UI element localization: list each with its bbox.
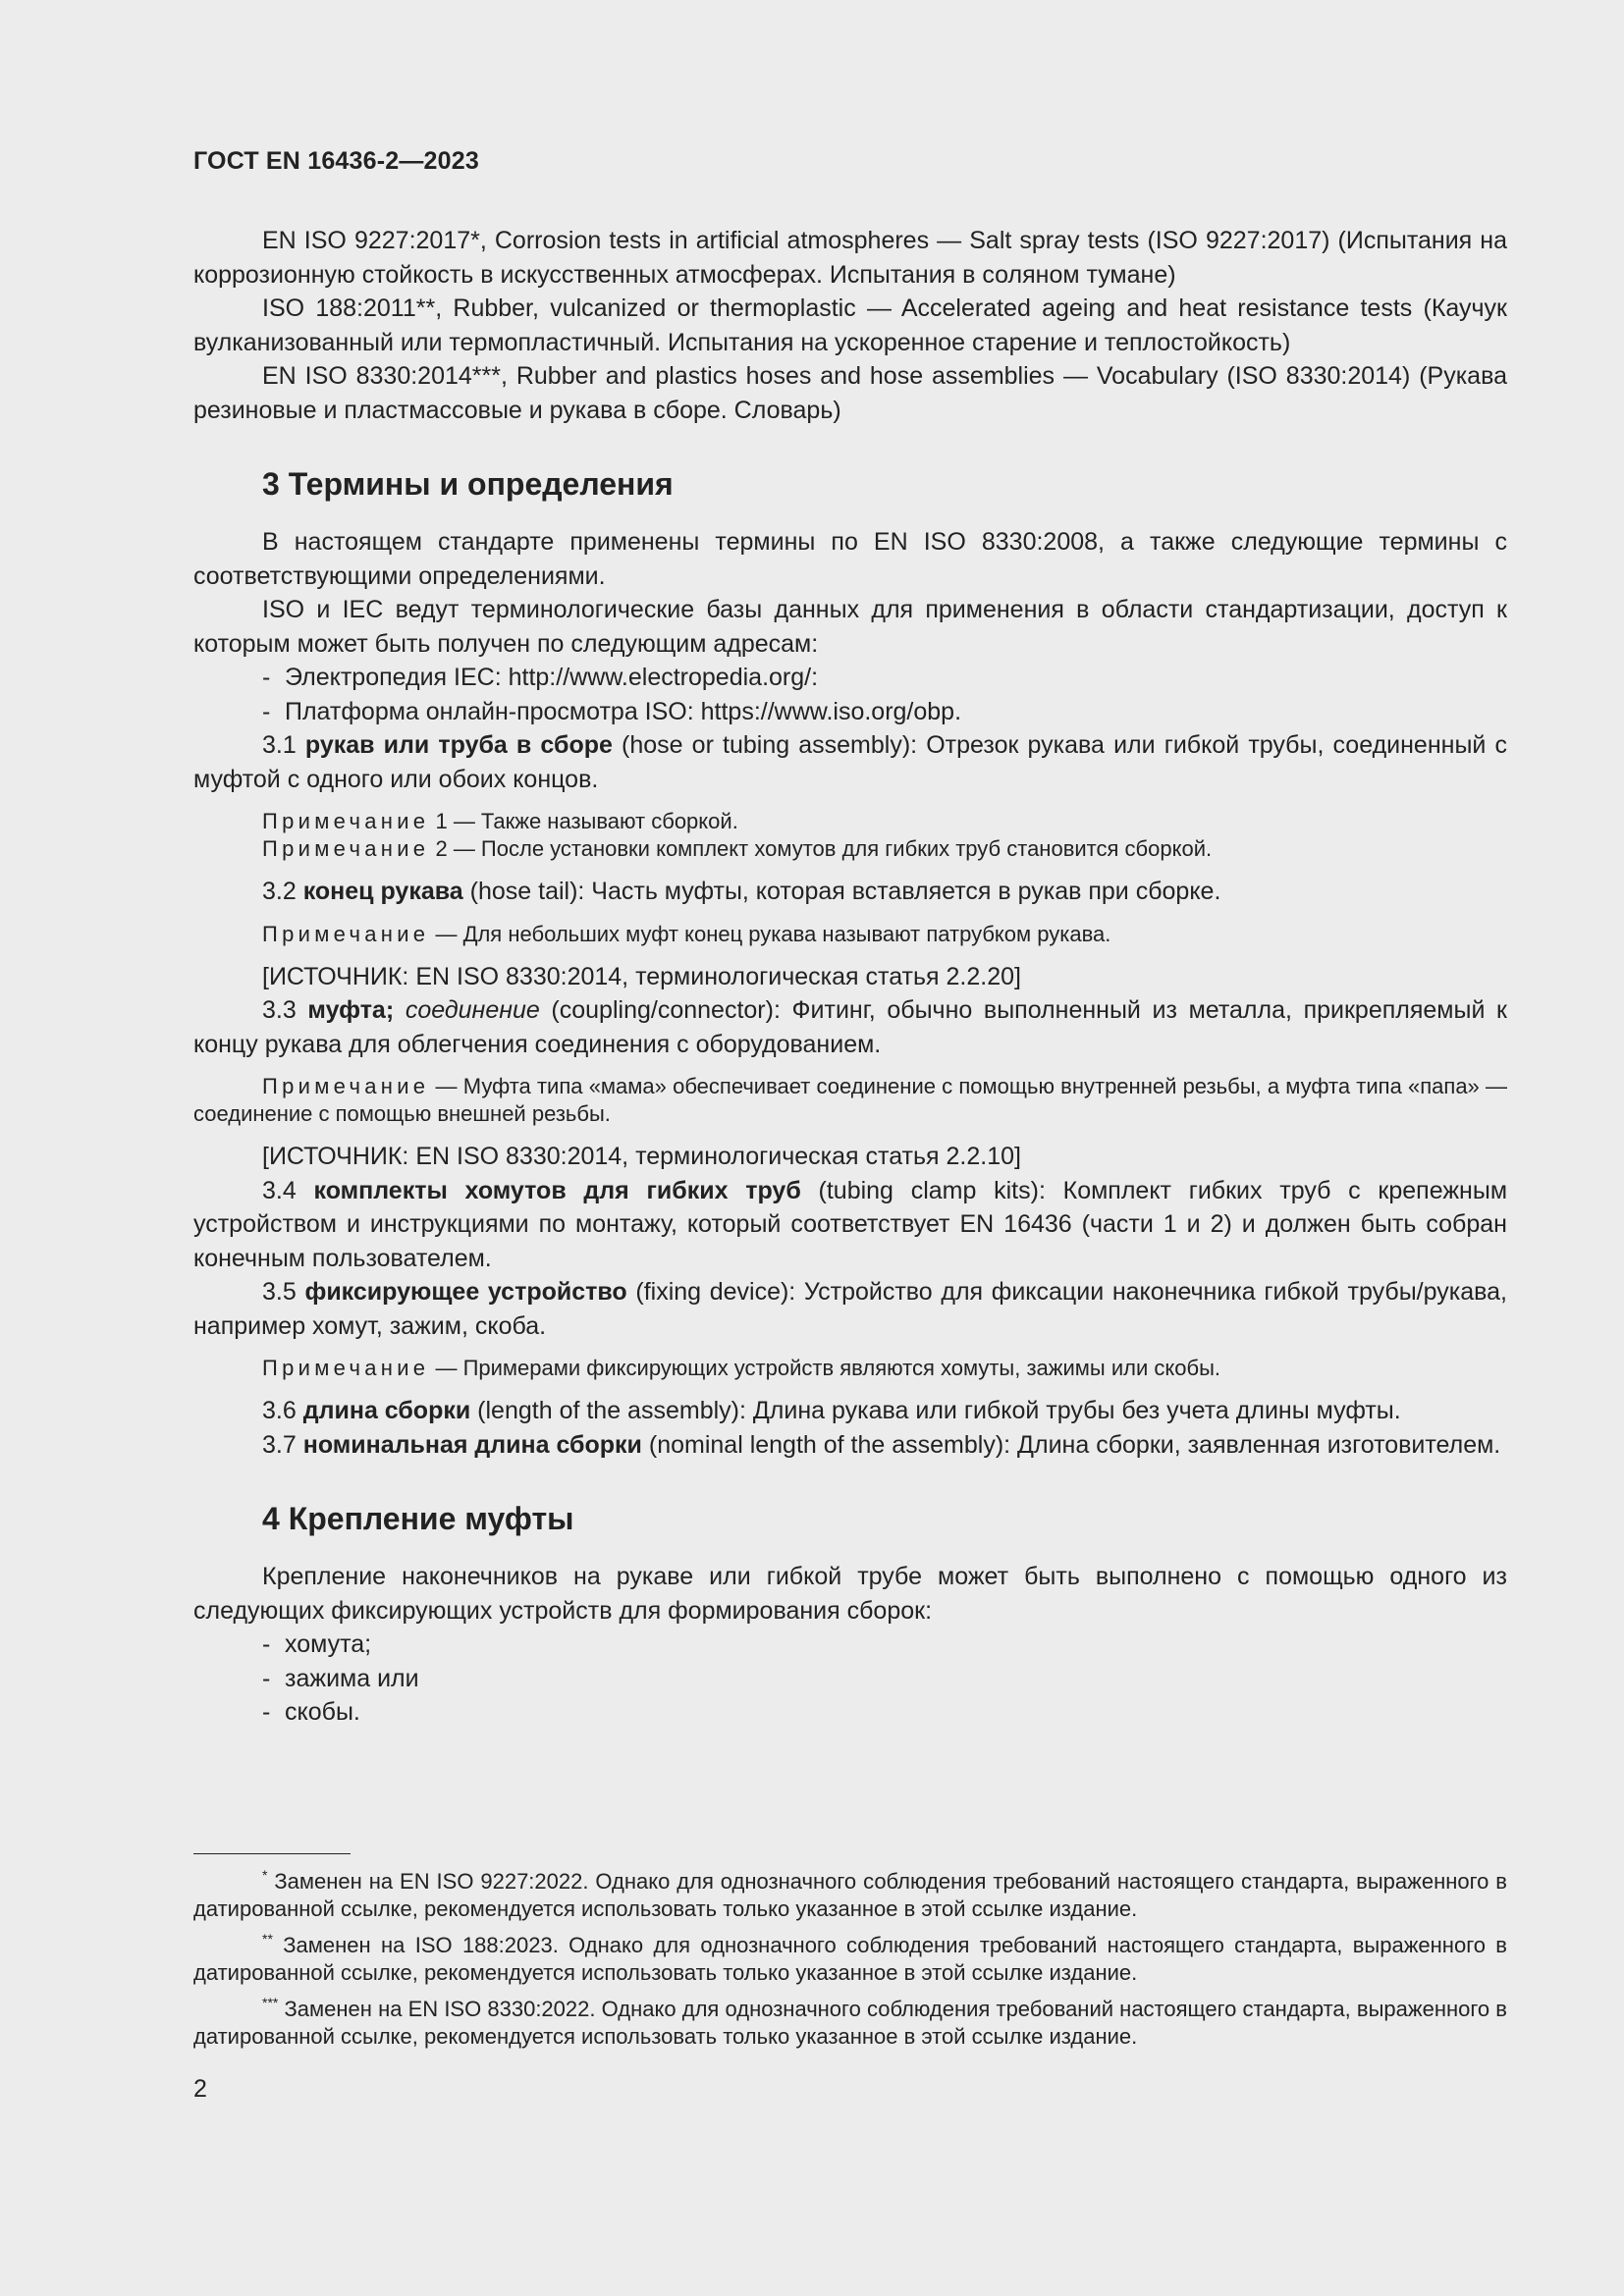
footnote: ** Заменен на ISO 188:2023. Однако для однозначного соблюдения требований настоящего стандарта, выраженного в датированной ссылке, рекомендуется использовать только указанное в этой ссылке издание. bbox=[193, 1931, 1507, 1985]
term-3-1: 3.1 рукав или труба в сборе (hose or tubing assembly): Отрезок рукава или гибкой трубы, соединенный с муфтой с одного или обоих концов. bbox=[193, 731, 1507, 793]
list-item: - Электропедия IEC: http://www.electropedia.org/: bbox=[262, 664, 819, 691]
list-item: - скобы. bbox=[262, 1698, 360, 1726]
page-number: 2 bbox=[193, 2075, 207, 2103]
term-title: длина сборки bbox=[302, 1397, 471, 1424]
term-title: комплекты хомутов для гибких труб bbox=[313, 1176, 801, 1204]
term-synonym: соединение bbox=[405, 996, 540, 1024]
term-title: конец рукава bbox=[302, 878, 463, 905]
note: Примечание 1 — Также называют сборкой. bbox=[262, 809, 738, 833]
note: Примечание — Примерами фиксирующих устройств являются хомуты, зажимы или скобы. bbox=[262, 1356, 1220, 1380]
reference-entry: ISO 188:2011**, Rubber, vulcanized or thermoplastic — Accelerated ageing and heat resistance tests (Каучук вулканизованный или термопластичный. Испытания на ускоренное старение и теплостойкость) bbox=[193, 294, 1507, 356]
reference-entry: EN ISO 9227:2017*, Corrosion tests in artificial atmospheres — Salt spray tests (ISO 9227:2017) (Испытания на коррозионную стойкость в искусственных атмосферах. Испытания в соляном тумане) bbox=[193, 227, 1507, 289]
term-3-7: 3.7 номинальная длина сборки (nominal length of the assembly): Длина сборки, заявленная изготовителем. bbox=[262, 1430, 1501, 1459]
footnote: * Заменен на EN ISO 9227:2022. Однако для однозначного соблюдения требований настоящего стандарта, выраженного в датированной ссылке, рекомендуется использовать только указанное в этой ссылке издание. bbox=[193, 1867, 1507, 1921]
footnote-divider bbox=[193, 1853, 351, 1854]
term-title: фиксирующее устройство bbox=[304, 1278, 627, 1306]
section-3-intro: В настоящем стандарте применены термины по EN ISO 8330:2008, а также следующие термины с соответствующими определениями. bbox=[193, 528, 1507, 590]
document-header: ГОСТ EN 16436-2—2023 bbox=[193, 147, 479, 175]
term-3-5: 3.5 фиксирующее устройство (fixing device): Устройство для фиксации наконечника гибкой трубы/рукава, например хомут, зажим, скоба. bbox=[193, 1278, 1507, 1340]
reference-entry: EN ISO 8330:2014***, Rubber and plastics hoses and hose assemblies — Vocabulary (ISO 8330:2014) (Рукава резиновые и пластмассовые и рукава в сборе. Словарь) bbox=[193, 362, 1507, 424]
list-item: - хомута; bbox=[262, 1630, 372, 1658]
section-3-heading: 3 Термины и определения bbox=[262, 466, 674, 502]
section-4-heading: 4 Крепление муфты bbox=[262, 1501, 574, 1536]
footnote: *** Заменен на EN ISO 8330:2022. Однако для однозначного соблюдения требований настоящего стандарта, выраженного в датированной ссылке, рекомендуется использовать только указанное в этой ссылке издание. bbox=[193, 1995, 1507, 2049]
terminology-databases-intro: ISO и IEC ведут терминологические базы данных для применения в области стандартизации, доступ к которым может быть получен по следующим адресам: bbox=[193, 596, 1507, 658]
term-3-2: 3.2 конец рукава (hose tail): Часть муфты, которая вставляется в рукав при сборке. bbox=[262, 878, 1221, 905]
note: Примечание — Для небольших муфт конец рукава называют патрубком рукава. bbox=[262, 921, 1111, 946]
document-body bbox=[193, 224, 1507, 1730]
term-title: муфта; bbox=[307, 996, 395, 1024]
footnote-mark: * bbox=[262, 1867, 268, 1883]
note: Примечание — Муфта типа «мама» обеспечивает соединение с помощью внутренней резьбы, а муфта типа «папа» — соединение с помощью внешней резьбы. bbox=[193, 1074, 1507, 1126]
footnotes bbox=[193, 1853, 1507, 2059]
section-4-intro: Крепление наконечников на рукаве или гибкой трубе может быть выполнено с помощью одного из следующих фиксирующих устройств для формирования сборок: bbox=[193, 1563, 1507, 1625]
term-3-6: 3.6 длина сборки (length of the assembly): Длина рукава или гибкой трубы без учета длины муфты. bbox=[262, 1397, 1401, 1424]
list-item: - зажима или bbox=[262, 1664, 419, 1692]
footnote-mark: *** bbox=[262, 1995, 279, 2010]
term-3-4: 3.4 комплекты хомутов для гибких труб (tubing clamp kits): Комплект гибких труб с крепежным устройством и инструкциями по монтажу, который соответствует EN 16436 (части 1 и 2) и должен быть собран конечным пользователем. bbox=[193, 1176, 1508, 1272]
note: Примечание 2 — После установки комплект хомутов для гибких труб становится сборкой. bbox=[262, 836, 1213, 861]
term-3-3: 3.3 муфта; соединение (coupling/connector): Фитинг, обычно выполненный из металла, прикрепляемый к концу рукава для облегчения соединения с оборудованием. bbox=[193, 996, 1507, 1058]
footnote-mark: ** bbox=[262, 1931, 273, 1947]
list-item: - Платформа онлайн-просмотра ISO: https://www.iso.org/obp. bbox=[262, 697, 962, 725]
source-reference: [ИСТОЧНИК: EN ISO 8330:2014, терминологическая статья 2.2.20] bbox=[262, 962, 1021, 990]
term-title: рукав или труба в сборе bbox=[304, 731, 613, 759]
source-reference: [ИСТОЧНИК: EN ISO 8330:2014, терминологическая статья 2.2.10] bbox=[262, 1143, 1021, 1170]
term-title: номинальная длина сборки bbox=[302, 1430, 642, 1459]
